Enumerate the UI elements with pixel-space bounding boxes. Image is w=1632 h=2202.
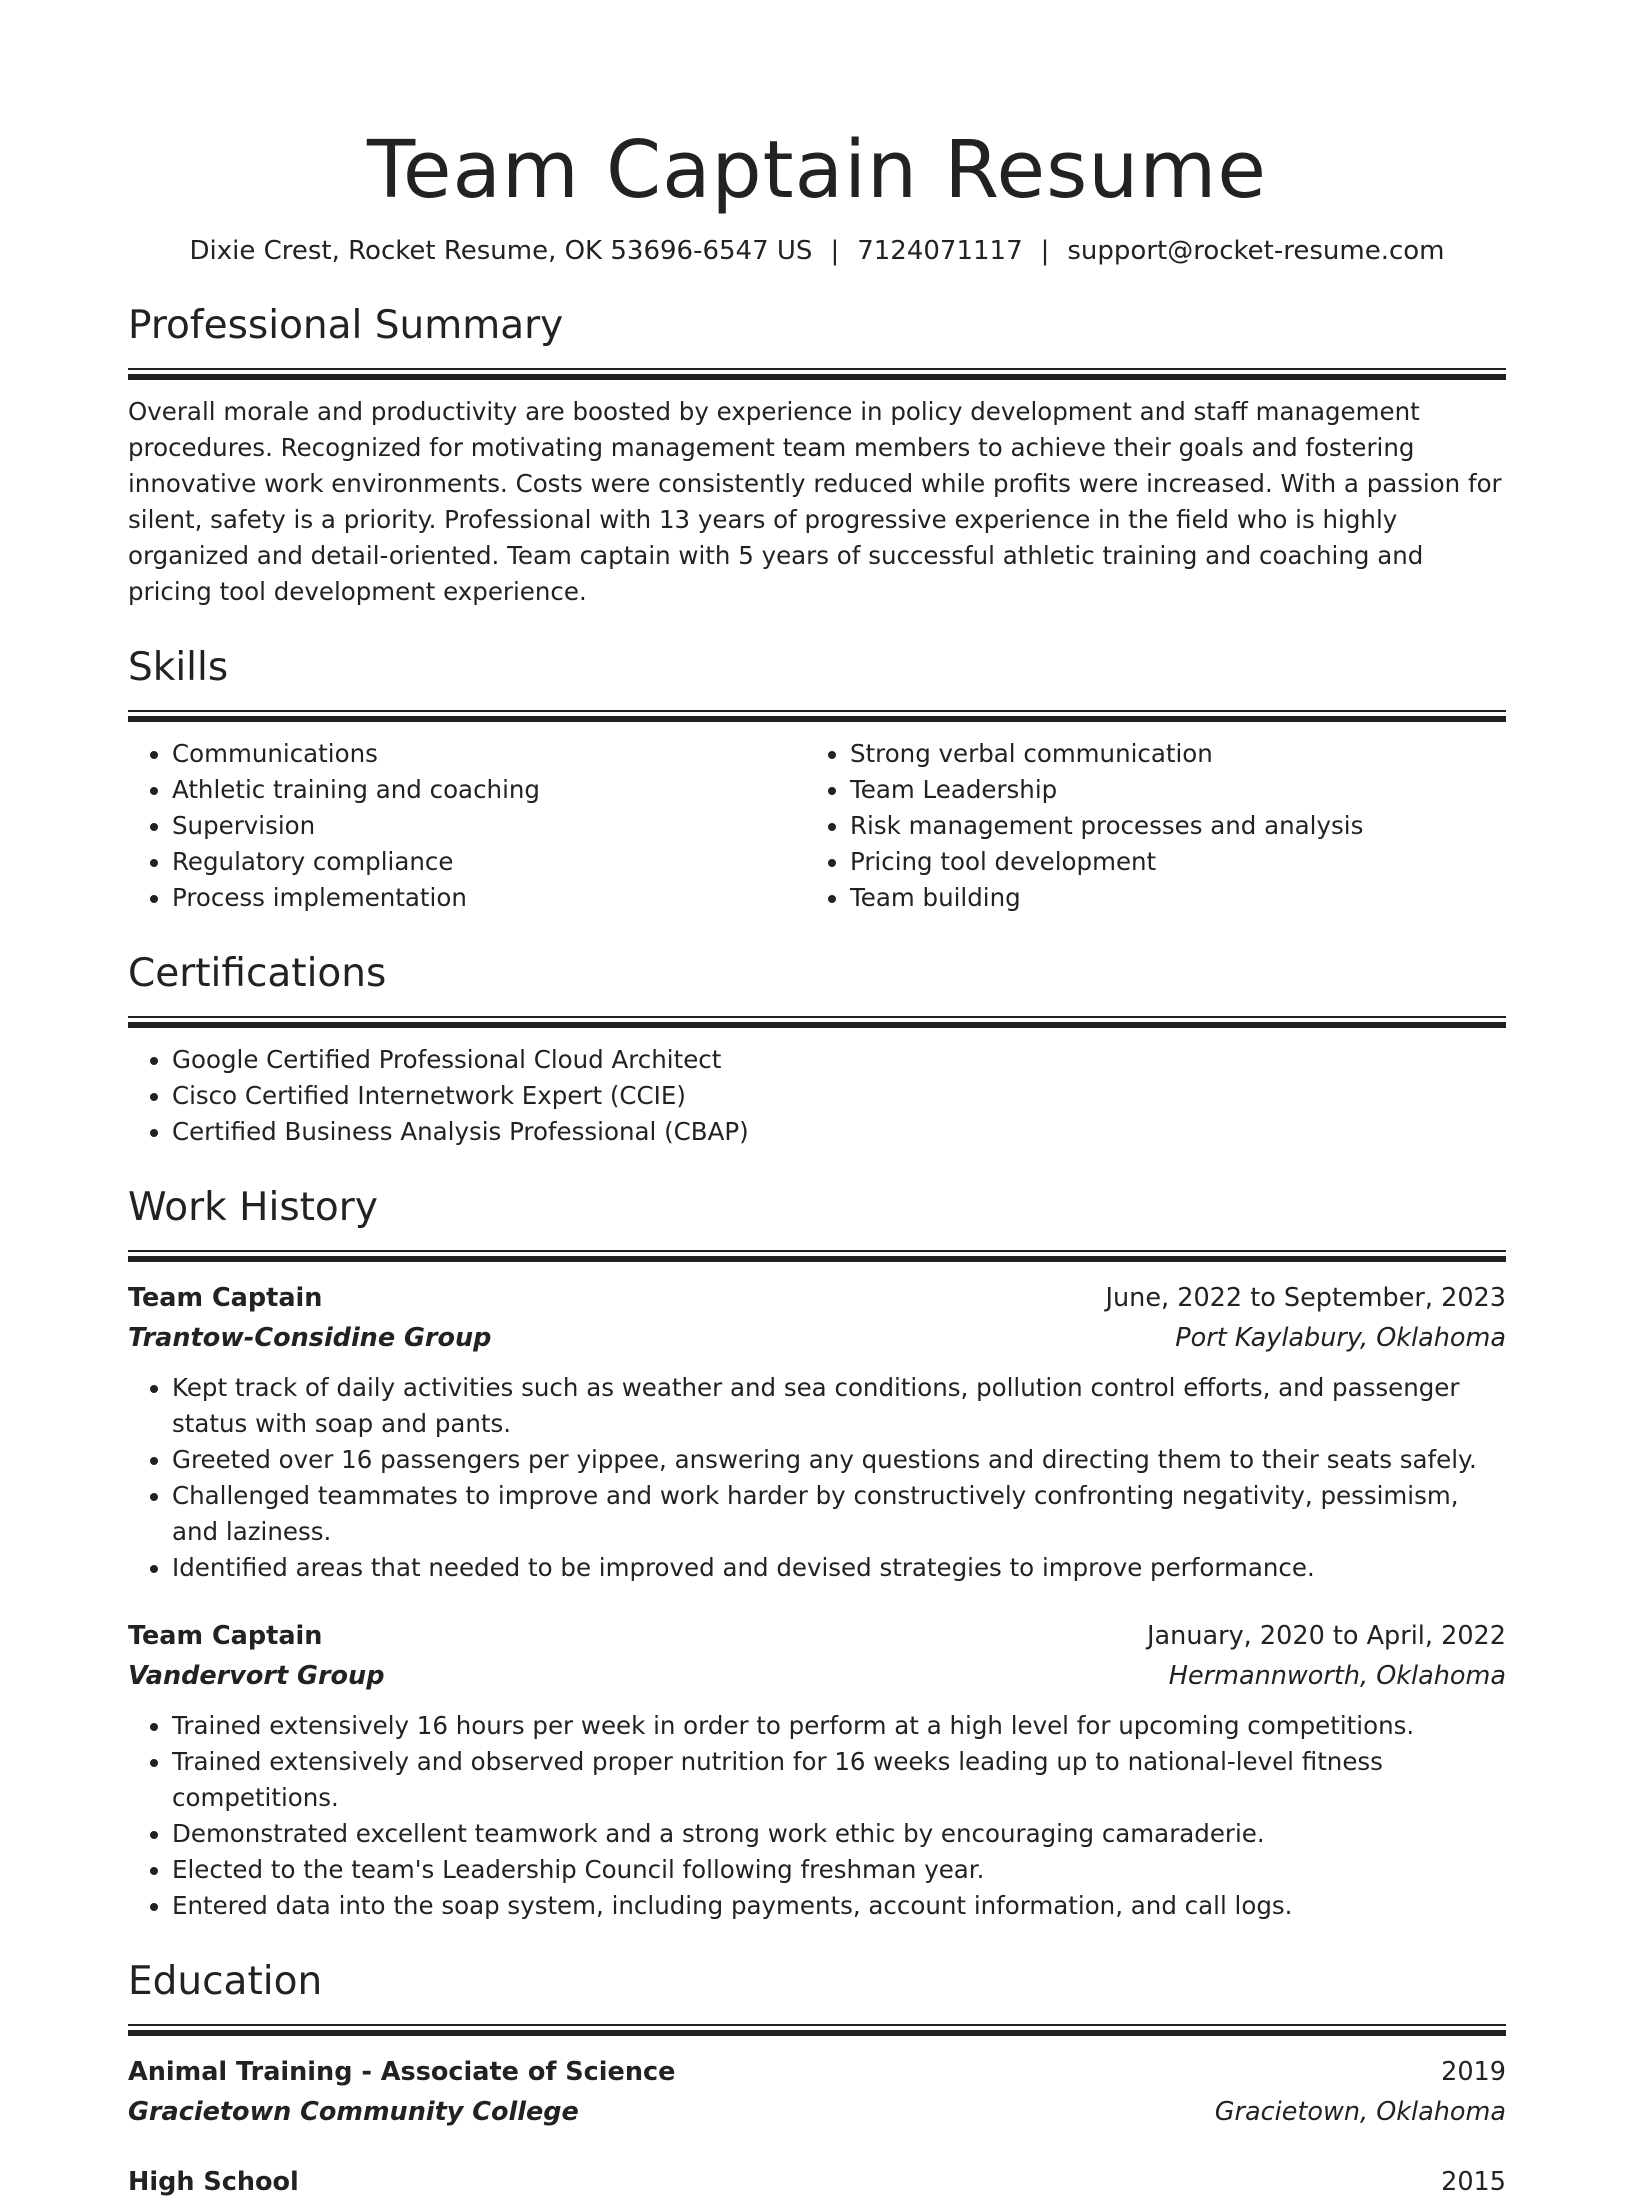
section-divider: [128, 1016, 1506, 1028]
resume-page: [128, 0, 1506, 2202]
job-entry: [128, 1278, 1506, 1586]
job-dates: June, 2022 to September, 2023: [1105, 1283, 1506, 1313]
certification-item: • Cisco Certified Internetwork Expert (CCIE): [172, 1078, 1506, 1114]
certification-item: • Google Certified Professional Cloud Architect: [172, 1042, 1506, 1078]
job-bullets: [128, 1370, 1506, 1586]
summary-section: [128, 302, 1506, 610]
job-dates: January, 2020 to April, 2022: [1147, 1621, 1506, 1651]
section-heading-work-history: Work History: [128, 1185, 378, 1230]
job-bullet: • Trained extensively 16 hours per week in order to perform at a high level for upcoming competitions.: [172, 1708, 1506, 1744]
job-location: Port Kaylabury, Oklahoma: [1175, 1323, 1506, 1353]
education-location: Gracietown, Oklahoma: [1214, 2097, 1506, 2127]
contact-email: support@rocket-resume.com: [1067, 236, 1445, 266]
contact-line: [128, 234, 1506, 268]
education-year: 2019: [1441, 2057, 1506, 2087]
work-history-section: [128, 1184, 1506, 1924]
job-bullet: • Demonstrated excellent teamwork and a strong work ethic by encouraging camaraderie.: [172, 1816, 1506, 1852]
skills-section: [128, 644, 1506, 916]
summary-text: Overall morale and productivity are boosted by experience in policy development and staff management procedures. Recognized for motivating management team members to achieve their goals and fostering innovative work environments. Costs were consistently reduced while profits were increased. With a passion for silent, safety is a priority. Professional with 13 years of progressive experience in the field who is highly organized and detail-oriented. Team captain with 5 years of successful athletic training and coaching and pricing tool development experience.: [128, 397, 1502, 606]
contact-separator: |: [1040, 236, 1050, 266]
certifications-section: [128, 950, 1506, 1150]
job-company: Trantow-Considine Group: [128, 1323, 492, 1353]
skill-item: • Team Leadership: [850, 772, 1484, 808]
section-divider: [128, 710, 1506, 722]
education-school-row: [128, 2092, 1506, 2132]
certification-item: • Certified Business Analysis Professional (CBAP): [172, 1114, 1506, 1150]
education-entry: [128, 2052, 1506, 2132]
job-company-row: [128, 1656, 1506, 1696]
section-divider: [128, 2024, 1506, 2036]
section-heading-certifications: Certifications: [128, 951, 387, 996]
education-school: Gracietown Community College: [128, 2097, 579, 2127]
certifications-list: [128, 1042, 1506, 1150]
contact-separator: |: [830, 236, 840, 266]
skills-list-right: [806, 736, 1484, 916]
job-bullet: • Kept track of daily activities such as weather and sea conditions, pollution control efforts, and passenger status with soap and pants.: [172, 1370, 1506, 1442]
skill-item: • Strong verbal communication: [850, 736, 1484, 772]
education-degree: Animal Training - Associate of Science: [128, 2057, 676, 2087]
section-divider: [128, 1250, 1506, 1262]
education-header-row: [128, 2052, 1506, 2092]
education-degree: High School: [128, 2167, 299, 2197]
job-header-row: [128, 1278, 1506, 1318]
job-bullet: • Trained extensively and observed proper nutrition for 16 weeks leading up to national-level fitness competitions.: [172, 1744, 1506, 1816]
job-title: Team Captain: [128, 1283, 323, 1313]
skill-item: • Regulatory compliance: [172, 844, 806, 880]
contact-address: Dixie Crest, Rocket Resume, OK 53696-6547 US: [189, 236, 813, 266]
job-entry: [128, 1616, 1506, 1924]
job-bullet: • Entered data into the soap system, including payments, account information, and call logs.: [172, 1888, 1506, 1924]
skill-item: • Team building: [850, 880, 1484, 916]
resume-title: Team Captain Resume: [367, 124, 1267, 216]
section-heading-education: Education: [128, 1959, 323, 2004]
job-bullet: • Identified areas that needed to be improved and devised strategies to improve performance.: [172, 1550, 1506, 1586]
skill-item: • Risk management processes and analysis: [850, 808, 1484, 844]
education-entry: [128, 2162, 1506, 2202]
skill-item: • Communications: [172, 736, 806, 772]
section-heading-skills: Skills: [128, 645, 229, 690]
job-title: Team Captain: [128, 1621, 323, 1651]
job-bullet: • Challenged teammates to improve and work harder by constructively confronting negativity, pessimism, and laziness.: [172, 1478, 1506, 1550]
education-year: 2015: [1441, 2167, 1506, 2197]
job-location: Hermannworth, Oklahoma: [1168, 1661, 1506, 1691]
job-bullet: • Elected to the team's Leadership Council following freshman year.: [172, 1852, 1506, 1888]
education-section: [128, 1958, 1506, 2202]
skill-item: • Supervision: [172, 808, 806, 844]
section-divider: [128, 368, 1506, 380]
job-bullet: • Greeted over 16 passengers per yippee, answering any questions and directing them to their seats safely.: [172, 1442, 1506, 1478]
contact-phone: 7124071117: [857, 236, 1023, 266]
skills-grid: [128, 736, 1506, 916]
job-bullets: [128, 1708, 1506, 1924]
skill-item: • Process implementation: [172, 880, 806, 916]
skills-list-left: [128, 736, 806, 916]
section-heading-summary: Professional Summary: [128, 303, 564, 348]
skill-item: • Pricing tool development: [850, 844, 1484, 880]
education-header-row: [128, 2162, 1506, 2202]
job-company: Vandervort Group: [128, 1661, 385, 1691]
job-header-row: [128, 1616, 1506, 1656]
skill-item: • Athletic training and coaching: [172, 772, 806, 808]
job-company-row: [128, 1318, 1506, 1358]
